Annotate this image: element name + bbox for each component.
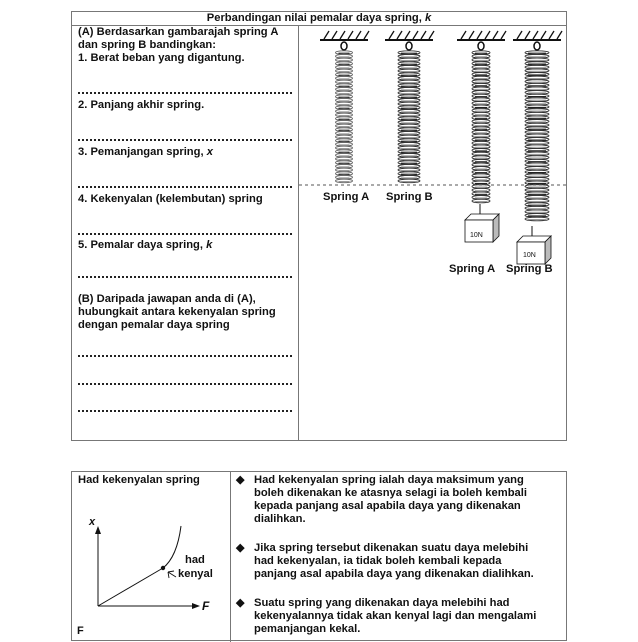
elastic-limit-point bbox=[161, 566, 165, 570]
spring-a-unloaded-coil bbox=[336, 139, 353, 143]
spring-b-loaded-coil bbox=[525, 98, 549, 102]
ceiling-hatch bbox=[461, 31, 466, 39]
annotation-line-1: had bbox=[185, 554, 205, 566]
load-b-label: 10N bbox=[523, 252, 536, 259]
spring-a-loaded-coil bbox=[472, 80, 490, 84]
diamond-bullet-icon: ◆ bbox=[236, 542, 245, 554]
spring-a-loaded-coil bbox=[472, 109, 490, 113]
y-axis-arrow-icon bbox=[95, 526, 101, 534]
spring-a-loaded-coil bbox=[472, 58, 490, 62]
spring-a-loaded-coil bbox=[472, 98, 490, 102]
spring-b-unloaded-coil bbox=[398, 175, 420, 179]
spring-a-unloaded-coil bbox=[336, 124, 353, 128]
spring-a-unloaded-coil bbox=[336, 172, 353, 176]
spring-a-loaded-coil bbox=[472, 196, 490, 200]
answer-line-b2[interactable] bbox=[78, 383, 292, 385]
spring-a-loaded-coil bbox=[472, 156, 490, 160]
spring-a-unloaded-coil bbox=[336, 164, 353, 168]
spring-a-unloaded-coil bbox=[336, 157, 353, 161]
spring-b-loaded-coil bbox=[525, 91, 549, 95]
spring-a-unloaded-coil bbox=[336, 179, 353, 183]
spring-a-loaded-coil bbox=[472, 141, 490, 145]
spring-a-loaded-coil bbox=[472, 130, 490, 134]
section-a-intro-1: (A) Berdasarkan gambarajah spring A bbox=[78, 26, 279, 38]
spring-a-unloaded-coil bbox=[336, 113, 353, 117]
spring-b-loaded-coil bbox=[525, 109, 549, 113]
spring-b-unloaded-coil bbox=[398, 172, 420, 176]
question-4: 4. Kekenyalan (kelembutan) spring bbox=[78, 193, 263, 205]
spring-a-unloaded-coil bbox=[336, 84, 353, 88]
spring-b-loaded-coil bbox=[525, 163, 549, 167]
spring-a-loaded-coil bbox=[472, 134, 490, 138]
spring-a-loaded-coil bbox=[472, 73, 490, 77]
spring-b-loaded-coil bbox=[525, 76, 549, 80]
diamond-bullet-icon: ◆ bbox=[236, 474, 245, 486]
spring-a-unloaded-coil bbox=[336, 58, 353, 62]
spring-b-unloaded-coil bbox=[398, 80, 420, 84]
spring-a-loaded-coil bbox=[472, 105, 490, 109]
spring-b-loaded-coil bbox=[525, 177, 549, 181]
spring-a-loaded-coil bbox=[472, 163, 490, 167]
spring-a-unloaded-coil bbox=[336, 168, 353, 172]
spring-b-loaded-coil bbox=[525, 73, 549, 77]
spring-b-unloaded-coil bbox=[398, 142, 420, 146]
spring-b-unloaded-coil bbox=[398, 62, 420, 66]
spring-constant-comparison-table bbox=[71, 11, 567, 441]
spring-a-unloaded-coil bbox=[336, 175, 353, 179]
spring-b-loaded-coil bbox=[525, 192, 549, 196]
spring-a-loaded-coil bbox=[472, 181, 490, 185]
spring-a-loaded-coil bbox=[472, 177, 490, 181]
spring-a-unloaded-coil bbox=[336, 102, 353, 106]
answer-line-1[interactable] bbox=[78, 92, 292, 94]
spring-a-loaded-coil bbox=[472, 138, 490, 142]
unloaded-spring-a-label: Spring A bbox=[323, 191, 370, 203]
ceiling-hatch bbox=[324, 31, 329, 39]
ceiling-hatch bbox=[421, 31, 426, 39]
spring-a-unloaded-coil bbox=[336, 95, 353, 99]
spring-b-loaded-coil bbox=[525, 134, 549, 138]
ceiling-hatch bbox=[541, 31, 546, 39]
bullet-1: ◆ Had kekenyalan spring ialah daya maksimum yang boleh dikenakan ke atasnya selagi ia boleh kembali kepada panjang asal apabila daya yang dikenakan dialihkan. bbox=[236, 474, 527, 525]
spring-b-loaded-coil bbox=[525, 152, 549, 156]
spring-b-unloaded-coil bbox=[398, 113, 420, 117]
spring-b-loaded-coil bbox=[525, 214, 549, 218]
spring-b-loaded-coil bbox=[525, 217, 549, 221]
spring-a-loaded-coil bbox=[472, 145, 490, 149]
spring-a-loaded-coil bbox=[472, 83, 490, 87]
answer-line-b1[interactable] bbox=[78, 355, 292, 357]
answer-line-4[interactable] bbox=[78, 233, 292, 235]
spring-a-unloaded-coil bbox=[336, 87, 353, 91]
ceiling-hatch bbox=[429, 31, 434, 39]
spring-b-unloaded-coil bbox=[398, 164, 420, 168]
spring-b-unloaded-coil bbox=[398, 91, 420, 95]
spring-b-loaded-coil bbox=[525, 62, 549, 66]
spring-a-unloaded-coil bbox=[336, 51, 353, 55]
spring-a-unloaded-coil bbox=[336, 98, 353, 102]
ceiling-hatch bbox=[340, 31, 345, 39]
spring-a-unloaded-coil bbox=[336, 128, 353, 132]
spring-b-loaded-coil bbox=[525, 69, 549, 73]
spring-a-loaded-coil bbox=[472, 188, 490, 192]
spring-a-loaded-coil bbox=[472, 87, 490, 91]
spring-b-loaded-coil bbox=[525, 210, 549, 214]
spring-a-loaded-coil bbox=[472, 91, 490, 95]
spring-b-loaded-coil bbox=[525, 170, 549, 174]
spring-a-loaded-coil bbox=[472, 149, 490, 153]
spring-a-unloaded-coil bbox=[336, 73, 353, 77]
question-2: 2. Panjang akhir spring. bbox=[78, 99, 205, 111]
spring-b-loaded-coil bbox=[525, 116, 549, 120]
spring-a-loaded-coil bbox=[472, 170, 490, 174]
spring-b-unloaded-coil bbox=[398, 128, 420, 132]
spring-a-unloaded-coil bbox=[336, 62, 353, 66]
spring-a-loaded-coil bbox=[472, 192, 490, 196]
spring-b-unloaded-coil bbox=[398, 58, 420, 62]
spring-b-unloaded-coil bbox=[398, 153, 420, 157]
spring-a-unloaded-coil bbox=[336, 142, 353, 146]
spring-b-unloaded-coil bbox=[398, 76, 420, 80]
ceiling-hatch bbox=[356, 31, 361, 39]
spring-b-loaded-coil bbox=[525, 203, 549, 207]
hook-icon bbox=[406, 42, 412, 50]
spring-b-unloaded-coil bbox=[398, 139, 420, 143]
partial-text: F bbox=[77, 625, 84, 637]
spring-b-loaded-coil bbox=[525, 181, 549, 185]
spring-a-unloaded-coil bbox=[336, 153, 353, 157]
spring-a-loaded-coil bbox=[472, 116, 490, 120]
spring-a-loaded-coil bbox=[472, 127, 490, 131]
spring-a-unloaded-coil bbox=[336, 106, 353, 110]
spring-b-loaded-coil bbox=[525, 65, 549, 69]
spring-b-unloaded-coil bbox=[398, 106, 420, 110]
spring-b-unloaded-coil bbox=[398, 124, 420, 128]
spring-a-unloaded-coil bbox=[336, 76, 353, 80]
ceiling-hatch bbox=[549, 31, 554, 39]
annotation-line-2: kenyal bbox=[178, 568, 213, 580]
spring-b-loaded-coil bbox=[525, 130, 549, 134]
spring-b-loaded-coil bbox=[525, 123, 549, 127]
spring-b-loaded-coil bbox=[525, 195, 549, 199]
section-b-line-1: (B) Daripada jawapan anda di (A), bbox=[78, 293, 256, 305]
ceiling-hatch bbox=[332, 31, 337, 39]
spring-a-loaded-coil bbox=[472, 65, 490, 69]
spring-b-loaded-coil bbox=[525, 94, 549, 98]
bullet-2: ◆ Jika spring tersebut dikenakan suatu daya melebihi had kekenyalan, ia tidak boleh kembali kepada panjang asal apabila daya yang dikenakan dialihkan. bbox=[236, 542, 534, 580]
spring-b-loaded-coil bbox=[525, 105, 549, 109]
spring-a-unloaded-coil bbox=[336, 150, 353, 154]
ceiling-hatch bbox=[364, 31, 369, 39]
load-a-label: 10N bbox=[470, 232, 483, 239]
spring-a-unloaded-coil bbox=[336, 161, 353, 165]
hook-icon bbox=[478, 42, 484, 50]
x-axis-arrow-icon bbox=[192, 603, 200, 609]
spring-b-loaded-coil bbox=[525, 167, 549, 171]
x-axis-label: F bbox=[202, 599, 210, 613]
spring-a-loaded-coil bbox=[472, 76, 490, 80]
answer-line-3[interactable] bbox=[78, 186, 292, 188]
spring-b-unloaded-coil bbox=[398, 109, 420, 113]
spring-b-loaded-coil bbox=[525, 174, 549, 178]
answer-line-b3[interactable] bbox=[78, 410, 292, 412]
section-a-intro-2: dan spring B bandingkan: bbox=[78, 39, 216, 51]
question-1: 1. Berat beban yang digantung. bbox=[78, 52, 245, 64]
spring-a-unloaded-coil bbox=[336, 117, 353, 121]
spring-b-loaded-coil bbox=[525, 199, 549, 203]
spring-b-unloaded-coil bbox=[398, 84, 420, 88]
hook-icon bbox=[534, 42, 540, 50]
hook-icon bbox=[341, 42, 347, 50]
spring-a-loaded-coil bbox=[472, 167, 490, 171]
spring-b-loaded-coil bbox=[525, 148, 549, 152]
loaded-spring-a-label: Spring A bbox=[449, 263, 496, 275]
diamond-bullet-icon: ◆ bbox=[236, 597, 245, 609]
spring-a-unloaded-coil bbox=[336, 91, 353, 95]
spring-a-loaded-coil bbox=[472, 199, 490, 203]
spring-b-loaded-coil bbox=[525, 58, 549, 62]
spring-b-unloaded-coil bbox=[398, 54, 420, 58]
ceiling-hatch bbox=[405, 31, 410, 39]
spring-b-loaded-coil bbox=[525, 138, 549, 142]
spring-a-loaded-coil bbox=[472, 101, 490, 105]
ceiling-hatch bbox=[413, 31, 418, 39]
spring-b-loaded-coil bbox=[525, 87, 549, 91]
annotation-arrow-icon bbox=[168, 571, 176, 578]
spring-b-unloaded-coil bbox=[398, 131, 420, 135]
spring-b-loaded-coil bbox=[525, 51, 549, 55]
ceiling-hatch bbox=[493, 31, 498, 39]
spring-b-unloaded-coil bbox=[398, 157, 420, 161]
spring-a-loaded-coil bbox=[472, 62, 490, 66]
ceiling-hatch bbox=[397, 31, 402, 39]
spring-b-unloaded-coil bbox=[398, 51, 420, 55]
spring-b-loaded-coil bbox=[525, 112, 549, 116]
answer-line-5[interactable] bbox=[78, 276, 292, 278]
spring-b-unloaded-coil bbox=[398, 168, 420, 172]
spring-a-loaded-coil bbox=[472, 159, 490, 163]
ceiling-hatch bbox=[477, 31, 482, 39]
spring-a-loaded-coil bbox=[472, 152, 490, 156]
spring-a-loaded-coil bbox=[472, 51, 490, 55]
spring-a-loaded-coil bbox=[472, 94, 490, 98]
elastic-limit-title: Had kekenyalan spring bbox=[78, 474, 200, 486]
spring-b-loaded-coil bbox=[525, 80, 549, 84]
loaded-spring-b-label: Spring B bbox=[506, 263, 553, 275]
ceiling-hatch bbox=[517, 31, 522, 39]
spring-b-loaded-coil bbox=[525, 156, 549, 160]
spring-a-loaded-coil bbox=[472, 69, 490, 73]
spring-a-unloaded-coil bbox=[336, 146, 353, 150]
spring-b-loaded-coil bbox=[525, 141, 549, 145]
spring-b-unloaded-coil bbox=[398, 146, 420, 150]
table-title: Perbandingan nilai pemalar daya spring, k bbox=[72, 12, 566, 26]
spring-b-unloaded-coil bbox=[398, 135, 420, 139]
spring-b-loaded-coil bbox=[525, 54, 549, 58]
spring-b-unloaded-coil bbox=[398, 150, 420, 154]
spring-a-unloaded-coil bbox=[336, 131, 353, 135]
spring-b-loaded-coil bbox=[525, 120, 549, 124]
spring-b-unloaded-coil bbox=[398, 102, 420, 106]
spring-b-loaded-coil bbox=[525, 83, 549, 87]
elastic-limit-table bbox=[71, 471, 567, 641]
spring-a-loaded-coil bbox=[472, 120, 490, 124]
ceiling-hatch bbox=[348, 31, 353, 39]
spring-b-unloaded-coil bbox=[398, 87, 420, 91]
spring-a-unloaded-coil bbox=[336, 69, 353, 73]
spring-b-unloaded-coil bbox=[398, 117, 420, 121]
spring-b-loaded-coil bbox=[525, 206, 549, 210]
spring-b-loaded-coil bbox=[525, 188, 549, 192]
spring-a-unloaded-coil bbox=[336, 65, 353, 69]
ceiling-hatch bbox=[389, 31, 394, 39]
spring-diagram bbox=[299, 26, 567, 306]
ceiling-hatch bbox=[533, 31, 538, 39]
spring-b-unloaded-coil bbox=[398, 65, 420, 69]
y-axis-label: x bbox=[89, 516, 96, 528]
spring-a-loaded-coil bbox=[472, 54, 490, 58]
spring-a-loaded-coil bbox=[472, 112, 490, 116]
spring-b-unloaded-coil bbox=[398, 120, 420, 124]
spring-a-unloaded-coil bbox=[336, 109, 353, 113]
spring-b-loaded-coil bbox=[525, 101, 549, 105]
question-5: 5. Pemalar daya spring, k bbox=[78, 239, 213, 251]
unloaded-spring-b-label: Spring B bbox=[386, 191, 433, 203]
section-b-line-3: dengan pemalar daya spring bbox=[78, 319, 230, 331]
spring-b-unloaded-coil bbox=[398, 179, 420, 183]
spring-b-unloaded-coil bbox=[398, 161, 420, 165]
spring-b-unloaded-coil bbox=[398, 95, 420, 99]
spring-a-loaded-coil bbox=[472, 174, 490, 178]
ceiling-hatch bbox=[557, 31, 562, 39]
question-3: 3. Pemanjangan spring, x bbox=[78, 146, 213, 158]
nonlinear-region bbox=[163, 526, 181, 568]
spring-a-unloaded-coil bbox=[336, 54, 353, 58]
spring-b-unloaded-coil bbox=[398, 98, 420, 102]
spring-b-loaded-coil bbox=[525, 127, 549, 131]
spring-b-unloaded-coil bbox=[398, 73, 420, 77]
linear-region bbox=[98, 568, 163, 606]
spring-a-unloaded-coil bbox=[336, 135, 353, 139]
ceiling-hatch bbox=[469, 31, 474, 39]
bullet-3: ◆ Suatu spring yang dikenakan daya melebihi had kekenyalannya tidak akan kenyal lagi dan mengalami pemanjangan kekal. bbox=[236, 597, 537, 635]
section-b-line-2: hubungkait antara kekenyalan spring bbox=[78, 306, 276, 318]
spring-a-unloaded-coil bbox=[336, 120, 353, 124]
spring-b-loaded-coil bbox=[525, 145, 549, 149]
ceiling-hatch bbox=[501, 31, 506, 39]
answer-line-2[interactable] bbox=[78, 139, 292, 141]
spring-a-loaded-coil bbox=[472, 123, 490, 127]
spring-b-loaded-coil bbox=[525, 159, 549, 163]
ceiling-hatch bbox=[485, 31, 490, 39]
spring-a-unloaded-coil bbox=[336, 80, 353, 84]
spring-b-unloaded-coil bbox=[398, 69, 420, 73]
column-divider bbox=[230, 472, 231, 642]
ceiling-hatch bbox=[525, 31, 530, 39]
